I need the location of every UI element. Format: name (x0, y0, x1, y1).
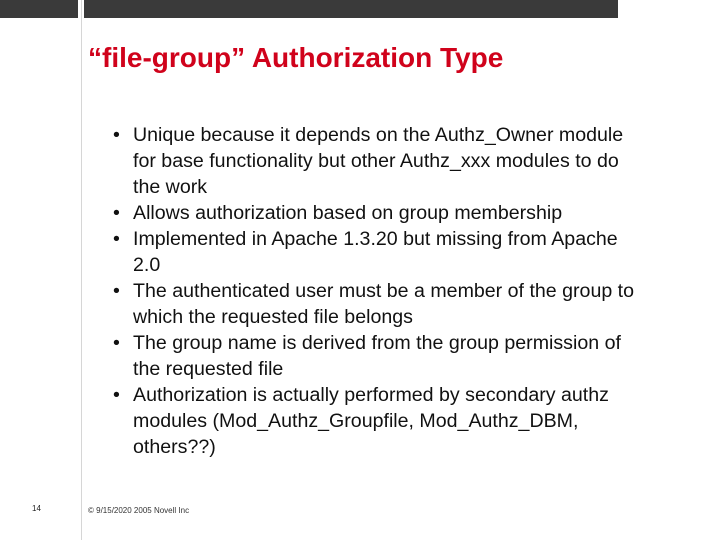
footer-copyright: © 9/15/2020 2005 Novell Inc (88, 506, 190, 515)
slide-title: “file-group” Authorization Type (88, 42, 504, 73)
bullet-dot: • (113, 228, 120, 250)
bullet-text: The authenticated user must be a member of the group to which the requested file belongs (133, 280, 635, 328)
bullet-item (113, 330, 641, 382)
top-bar-left (0, 0, 78, 18)
bullet-dot: • (113, 202, 120, 224)
bullet-item (113, 200, 641, 226)
top-bar-right (84, 0, 618, 18)
bullet-item (113, 226, 641, 278)
bullet-text: Authorization is actually performed by secondary authz modules (Mod_Authz_Groupfile, Mod_Authz_DBM, others??) (133, 384, 609, 458)
bullet-text: Implemented in Apache 1.3.20 but missing from Apache 2.0 (133, 228, 618, 276)
bullet-text: Allows authorization based on group membership (133, 202, 563, 224)
bullet-item (113, 122, 641, 200)
bullet-text: Unique because it depends on the Authz_Owner module for base functionality but other Authz_xxx modules to do the work (133, 124, 624, 198)
bullet-dot: • (113, 384, 120, 406)
page-number: 14 (32, 504, 41, 513)
side-divider (81, 0, 82, 540)
bullet-dot: • (113, 124, 120, 146)
bullet-dot: • (113, 332, 120, 354)
bullet-item (113, 382, 641, 460)
bullet-list (113, 122, 641, 460)
bullet-item (113, 278, 641, 330)
bullet-dot: • (113, 280, 120, 302)
bullet-text: The group name is derived from the group permission of the requested file (133, 332, 621, 380)
